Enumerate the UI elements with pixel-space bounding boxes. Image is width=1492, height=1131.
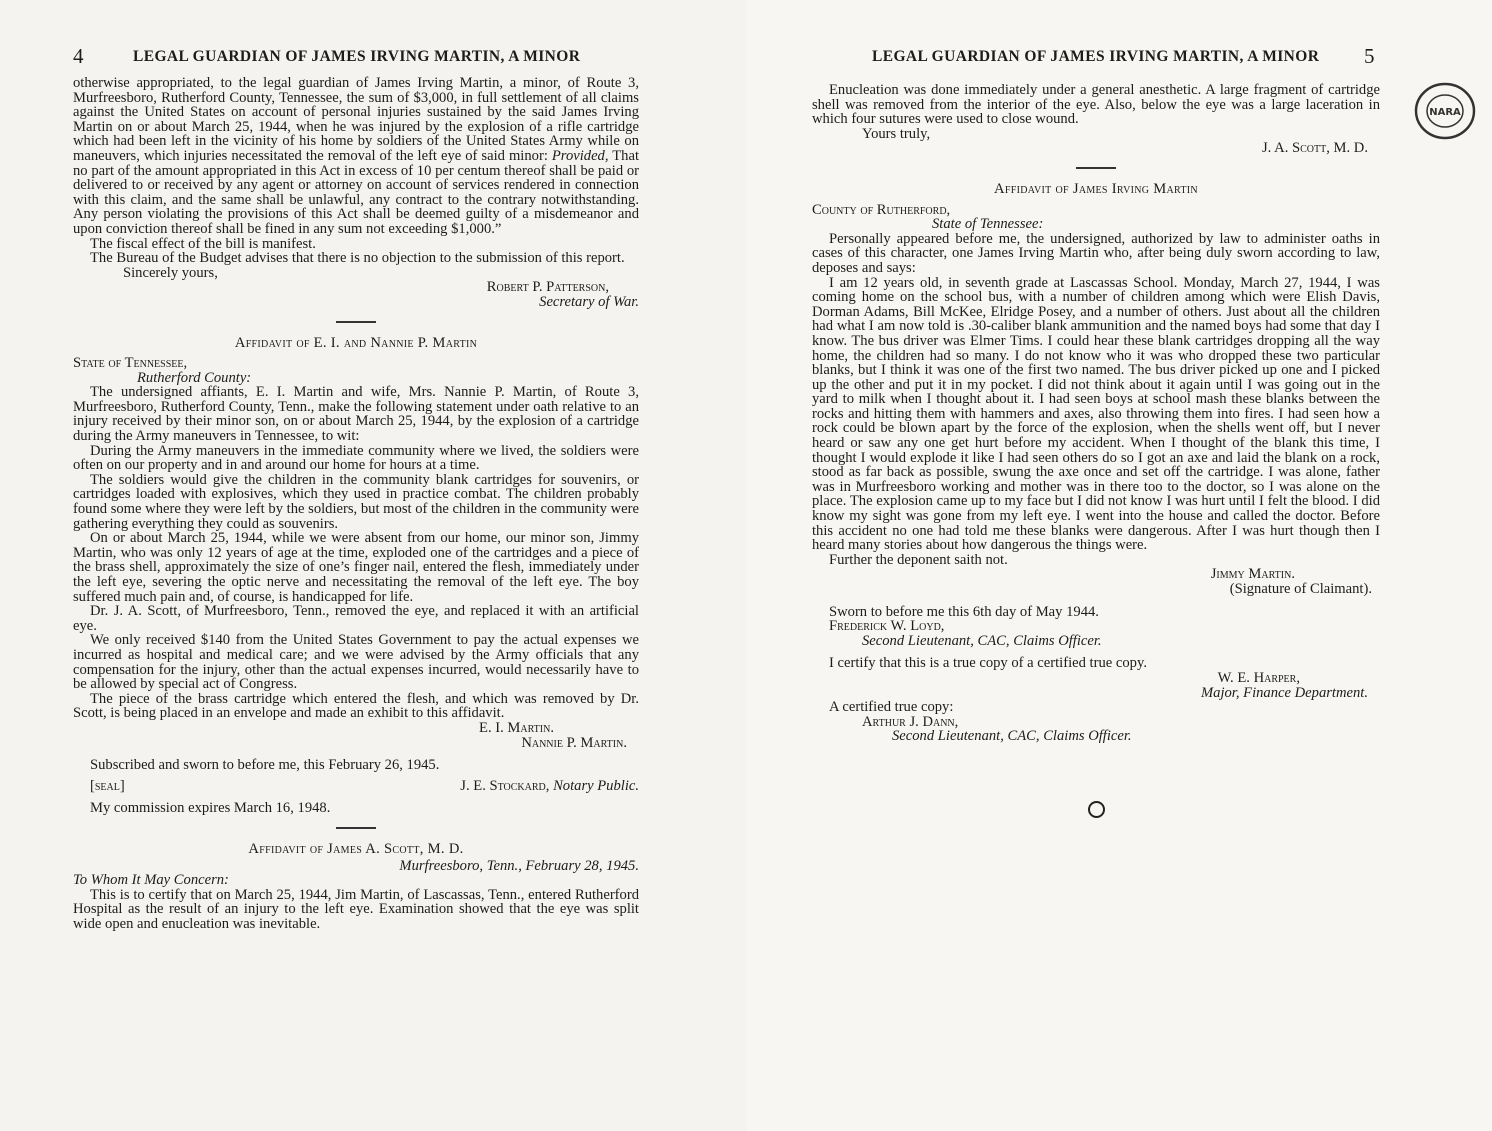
left-running-head: LEGAL GUARDIAN OF JAMES IRVING MARTIN, A MINOR bbox=[133, 48, 581, 65]
affidavit-paragraph: On or about March 25, 1944, while we were absent from our home, our minor son, Jimmy Martin, who was only 12 years of age at the time, exploded one of the cartridges and a piece of the brass shell, approximately the size of one’s finger nail, entered the flesh, immediately under the left eye, severing the optic nerve and necessitating the removal of the left eye. The boy suffered much pain and, of course, is handicapped for life. bbox=[73, 530, 639, 605]
claimant-signature: Jimmy Martin. bbox=[1210, 566, 1295, 583]
affidavit-paragraph: We only received $140 from the United States Government to pay the actual expenses we incurred as hospital and medical care; and we were advised by the Army officials that any compensation for the injury, other than the actual expenses incurred, would necessarily have to be allowed by special act of Congress. bbox=[73, 632, 639, 693]
affidavit-title-parents: Affidavit of E. I. and Nannie P. Martin bbox=[234, 334, 478, 351]
affidavit-paragraph: The soldiers would give the children in the community blank cartridges for souvenirs, or cartridges loaded with explosives, which they used in practice combat. The children probably found some where they were left by the soldiers, but most of the children in the community were gathering everything they could as souvenirs. bbox=[73, 471, 639, 532]
officer-title: Second Lieutenant, CAC, Claims Officer. bbox=[862, 632, 1102, 649]
venue-county: County of Rutherford, bbox=[812, 201, 951, 218]
claimant-caption: (Signature of Claimant). bbox=[1229, 581, 1372, 597]
affidavit-title-doctor: Affidavit of James A. Scott, M. D. bbox=[248, 840, 464, 857]
closing-salutation: Yours truly, bbox=[862, 125, 931, 142]
section-divider bbox=[336, 321, 376, 323]
affidavit-paragraph: The piece of the brass cartridge which entered the flesh, and which was removed by Dr. Scott, is being placed in an envelope and made an exhibit to this affidavit. bbox=[73, 690, 639, 722]
officer-name: Arthur J. Dann, bbox=[862, 713, 959, 730]
library-stamp-icon bbox=[1412, 79, 1478, 143]
budget-paragraph: The Bureau of the Budget advises that there is no objection to the submission of this report. bbox=[90, 250, 625, 267]
right-running-head: LEGAL GUARDIAN OF JAMES IRVING MARTIN, A MINOR bbox=[872, 48, 1320, 65]
bill-text-paragraph: otherwise appropriated, to the legal guardian of James Irving Martin, a minor, of Route 3, Murfreesboro, Rutherford County, Tennessee, the sum of $3,000, in full settlement of all claims against the United States on account of personal injuries sustained by the said James Irving Martin on or about March 25, 1944, when he was injured by the explosion of a rifle cartridge which had been left in the vicinity of his home by soldiers of the United States Army while on maneuvers, which injuries necessitated the removal of the left eye of said minor: Provided, That no part of the amount appropriated in this Act in excess of 10 per centum thereof shall be paid or delivered to or received by any agent or attorney on account of services rendered in connection with this claim, and the same shall be unlawful, any contract to the contrary notwithstanding. Any person violating the provisions of this Act shall be deemed guilty of a misdemeanor and upon conviction thereof shall be fined in any sum not exceeding $1,000.” bbox=[73, 75, 639, 237]
commission-expiry: My commission expires March 16, 1948. bbox=[90, 800, 331, 817]
officer-title: Major, Finance Department. bbox=[1201, 684, 1368, 701]
officer-name: W. E. Harper, bbox=[1217, 669, 1300, 686]
doctor-certificate-paragraph: This is to certify that on March 25, 1944, Jim Martin, of Lascassas, Tenn., entered Rutherford Hospital as the result of an injury to the left eye. Examination showed that the eye was split wide open and enucleation was inevitable. bbox=[73, 886, 639, 932]
doctor-signature: J. A. Scott, M. D. bbox=[1262, 140, 1368, 157]
affiant-signature: E. I. Martin. bbox=[479, 719, 554, 736]
officer-name: Frederick W. Loyd, bbox=[829, 618, 945, 635]
affidavit-paragraph: Personally appeared before me, the undersigned, authorized by law to administer oaths in cases of this character, one James Irving Martin who, after being duly sworn according to law, deposes and says: bbox=[812, 230, 1380, 276]
affidavit-paragraph: Further the deponent saith not. bbox=[829, 551, 1008, 568]
venue-state: State of Tennessee, bbox=[73, 355, 188, 372]
affidavit-paragraph: The undersigned affiants, E. I. Martin and wife, Mrs. Nannie P. Martin, of Route 3, Murfreesboro, Rutherford County, Tenn., make the following statement under oath relative to an injury received by their minor son, on or about March 25, 1944, by the explosion of a cartridge during the Army maneuvers in Tennessee, to wit: bbox=[73, 384, 639, 445]
svg-text:NARA: NARA bbox=[1429, 107, 1461, 118]
affidavit-paragraph: I am 12 years old, in seventh grade at Lascassas School. Monday, March 27, 1944, I was coming home on the school bus, with a number of children among which were Elish Davis, Dorman Adams, Bill McKee, Elridge Posey, and a number of others. Just about all the children had what I am now told is .30-caliber blank ammunition and the named boys had some that day I know. The bus driver was Elmer Tims. I could hear these blank cartridges dropping all the way home, the children had so many. I do not know who it was who dropped these two particular blanks, but I think it was one of the first two named. The bus driver picked up one and I picked up the other and put it in my pocket. I did not think about it again until I was going out in the yard to milk when I thought about it. I had seen boys at school mash these blanks between the rocks and hitting them with hammers and axes, also throwing them into fires. I had seen how a rock could be blown apart by the force of the explosion, when the shells went off, but I never heard or saw any one get hurt before my accident. When I thought of the blank this time, I thought I would explode it like I had seen others do so I got an axe and laid the blank on a rock, stood as far back as possible, swung the axe once and set off the cartridge. I was alone, father was in Murfreesboro working and mother was in there too to the doctor, so I was alone on the place. The explosion came up to my face but I did not know I was hurt until I felt the blood. I did know my sight was gone from my left eye. I went into the house and called the doctor. Before this accident no one had told me these blanks were dangerous. After I was hurt though then I heard many stories about how dangerous the things were. bbox=[812, 274, 1380, 554]
doctor-certificate-continued: Enucleation was done immediately under a general anesthetic. A large fragment of cartridge shell was removed from the interior of the eye. Also, below the eye was a large laceration in which four sutures were used to close wound. bbox=[812, 82, 1380, 128]
section-divider bbox=[1076, 167, 1116, 169]
affidavit-paragraph: During the Army maneuvers in the immediate community where we lived, the soldiers were often on our property and in and around our home for hours at a time. bbox=[73, 442, 639, 474]
notary-line bbox=[73, 779, 639, 794]
certified-copy-label: A certified true copy: bbox=[829, 699, 954, 716]
right-page-body bbox=[812, 83, 1380, 744]
venue-state: State of Tennessee: bbox=[932, 216, 1044, 233]
left-page-body bbox=[73, 76, 639, 931]
circle-mark-icon bbox=[1088, 801, 1105, 818]
sworn-statement: Subscribed and sworn to before me, this February 26, 1945. bbox=[90, 757, 440, 774]
affiant-signature: Nannie P. Martin. bbox=[521, 734, 627, 751]
section-divider bbox=[336, 827, 376, 829]
fiscal-paragraph: The fiscal effect of the bill is manifest. bbox=[90, 235, 316, 252]
right-page-header bbox=[872, 44, 1382, 68]
signer-title: Secretary of War. bbox=[539, 293, 639, 310]
salutation: To Whom It May Concern: bbox=[73, 872, 229, 889]
officer-title: Second Lieutenant, CAC, Claims Officer. bbox=[892, 728, 1132, 745]
closing-salutation: Sincerely yours, bbox=[123, 264, 218, 281]
signer-name: Robert P. Patterson, bbox=[486, 279, 609, 296]
seal-label: [seal] bbox=[90, 777, 125, 794]
notary-signature: J. E. Stockard, Notary Public. bbox=[460, 777, 639, 794]
venue-county: Rutherford County: bbox=[137, 369, 252, 386]
certification-statement: I certify that this is a true copy of a certified true copy. bbox=[829, 655, 1147, 672]
sworn-statement: Sworn to before me this 6th day of May 1944. bbox=[829, 603, 1099, 620]
right-page bbox=[746, 0, 1492, 1131]
right-page-number: 5 bbox=[1364, 44, 1375, 68]
dateline: Murfreesboro, Tenn., February 28, 1945. bbox=[399, 857, 639, 874]
affidavit-title-claimant: Affidavit of James Irving Martin bbox=[994, 180, 1198, 197]
left-page-number: 4 bbox=[73, 44, 84, 68]
affidavit-paragraph: Dr. J. A. Scott, of Murfreesboro, Tenn., removed the eye, and replaced it with an artificial eye. bbox=[73, 603, 639, 634]
